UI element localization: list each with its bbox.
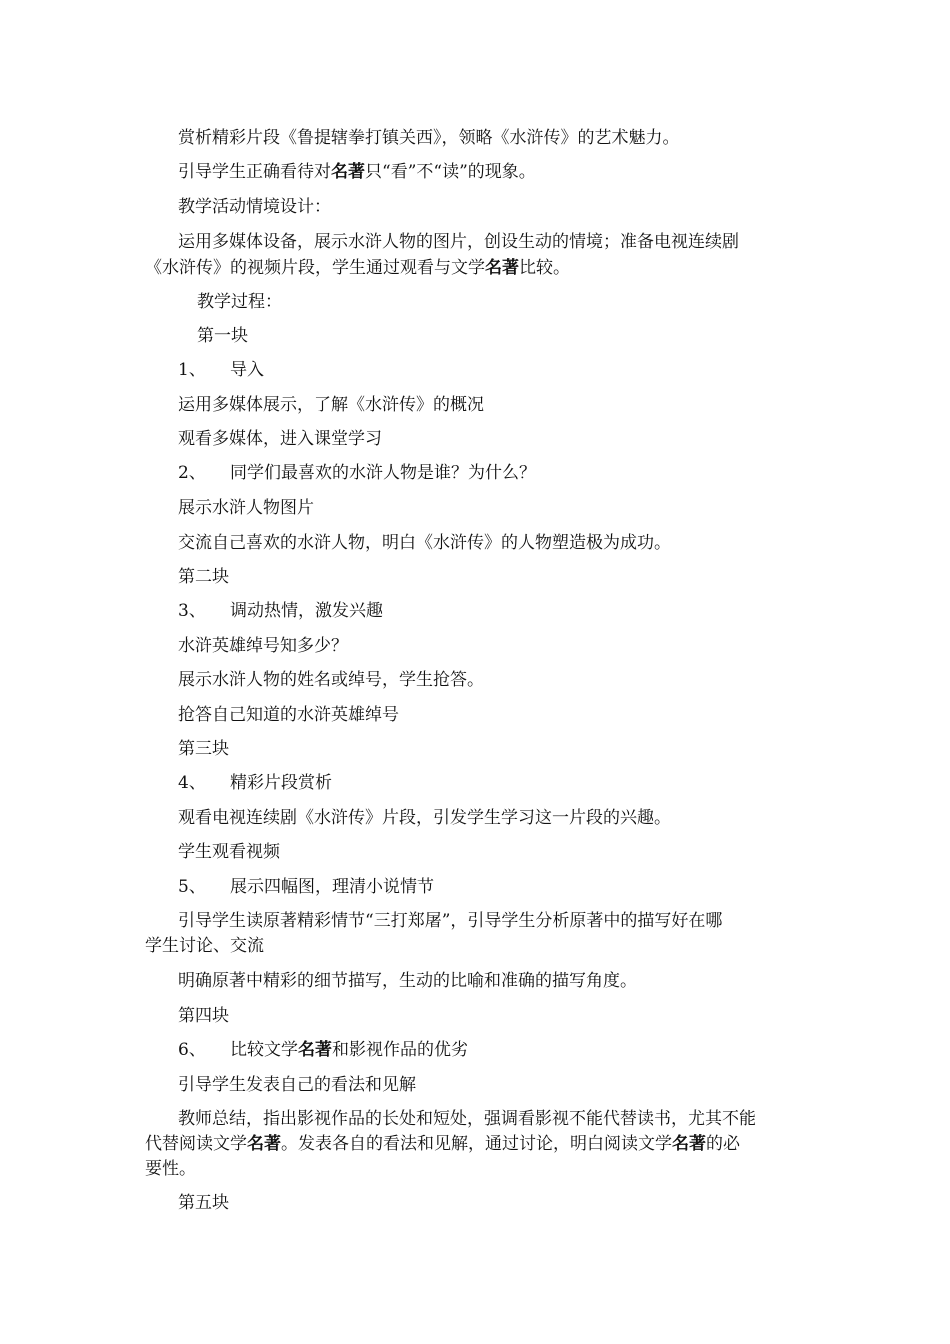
section-heading: 第二块 xyxy=(178,567,229,587)
paragraph: 交流自己喜欢的水浒人物，明白《水浒传》的人物塑造极为成功。 xyxy=(178,533,671,553)
paragraph: 要性。 xyxy=(145,1159,196,1179)
keyword-highlight: 名著 xyxy=(247,1134,281,1154)
paragraph: 引导学生读原著精彩情节“三打郑屠”，引导学生分析原著中的描写好在哪 xyxy=(178,911,723,931)
paragraph: 观看电视连续剧《水浒传》片段，引发学生学习这一片段的兴趣。 xyxy=(178,808,671,828)
paragraph: 教师总结，指出影视作品的长处和短处，强调看影视不能代替读书，尤其不能 xyxy=(178,1109,756,1129)
paragraph: 运用多媒体展示，了解《水浒传》的概况 xyxy=(178,395,484,415)
list-text: 导入 xyxy=(230,360,264,380)
list-text: 调动热情，激发兴趣 xyxy=(230,601,383,621)
list-item xyxy=(178,876,434,898)
keyword-highlight: 名著 xyxy=(298,1040,332,1060)
list-text: 同学们最喜欢的水浒人物是谁？为什么？ xyxy=(230,463,536,483)
list-text: 精彩片段赏析 xyxy=(230,773,332,793)
paragraph xyxy=(178,161,536,183)
list-number: 1、 xyxy=(178,360,206,380)
list-text: 展示四幅图，理清小说情节 xyxy=(230,877,434,897)
paragraph: 抢答自己知道的水浒英雄绰号 xyxy=(178,705,399,725)
keyword-highlight: 名著 xyxy=(331,162,365,182)
keyword-highlight: 名著 xyxy=(485,258,519,278)
list-item xyxy=(178,600,383,622)
paragraph: 教学活动情境设计： xyxy=(178,197,331,217)
list-item xyxy=(178,772,332,794)
section-heading: 第五块 xyxy=(178,1193,229,1213)
list-number: 3、 xyxy=(178,601,206,621)
paragraph: 观看多媒体，进入课堂学习 xyxy=(178,429,382,449)
text: 只“看”不“读”的现象。 xyxy=(365,162,536,182)
list-number: 5、 xyxy=(178,877,206,897)
list-number: 2、 xyxy=(178,463,206,483)
paragraph: 引导学生发表自己的看法和见解 xyxy=(178,1075,416,1095)
list-number: 6、 xyxy=(178,1040,206,1060)
paragraph: 运用多媒体设备，展示水浒人物的图片，创设生动的情境；准备电视连续剧 xyxy=(178,232,739,252)
list-item xyxy=(178,462,536,484)
paragraph: 赏析精彩片段《鲁提辖拳打镇关西》，领略《水浒传》的艺术魅力。 xyxy=(178,128,680,148)
paragraph: 学生讨论、交流 xyxy=(145,936,264,956)
paragraph: 展示水浒人物图片 xyxy=(178,498,314,518)
text: 比较。 xyxy=(519,258,570,278)
text: 。发表各自的看法和见解，通过讨论，明白阅读文学 xyxy=(281,1134,672,1154)
text: 《水浒传》的视频片段，学生通过观看与文学 xyxy=(145,258,485,278)
paragraph: 明确原著中精彩的细节描写，生动的比喻和准确的描写角度。 xyxy=(178,971,637,991)
paragraph: 水浒英雄绰号知多少？ xyxy=(178,636,348,656)
text: 代替阅读文学 xyxy=(145,1134,247,1154)
text: 比较文学 xyxy=(230,1040,298,1060)
paragraph xyxy=(145,257,570,279)
paragraph: 学生观看视频 xyxy=(178,842,280,862)
list-number: 4、 xyxy=(178,773,206,793)
text: 引导学生正确看待对 xyxy=(178,162,331,182)
text: 和影视作品的优劣 xyxy=(332,1040,468,1060)
paragraph: 展示水浒人物的姓名或绰号，学生抢答。 xyxy=(178,670,484,690)
heading: 教学过程： xyxy=(197,292,282,312)
list-item xyxy=(178,359,264,381)
paragraph xyxy=(145,1133,740,1155)
section-heading: 第四块 xyxy=(178,1006,229,1026)
section-heading: 第三块 xyxy=(178,739,229,759)
list-item xyxy=(178,1039,468,1061)
section-heading: 第一块 xyxy=(197,326,248,346)
keyword-highlight: 名著 xyxy=(672,1134,706,1154)
text: 的必 xyxy=(706,1134,740,1154)
